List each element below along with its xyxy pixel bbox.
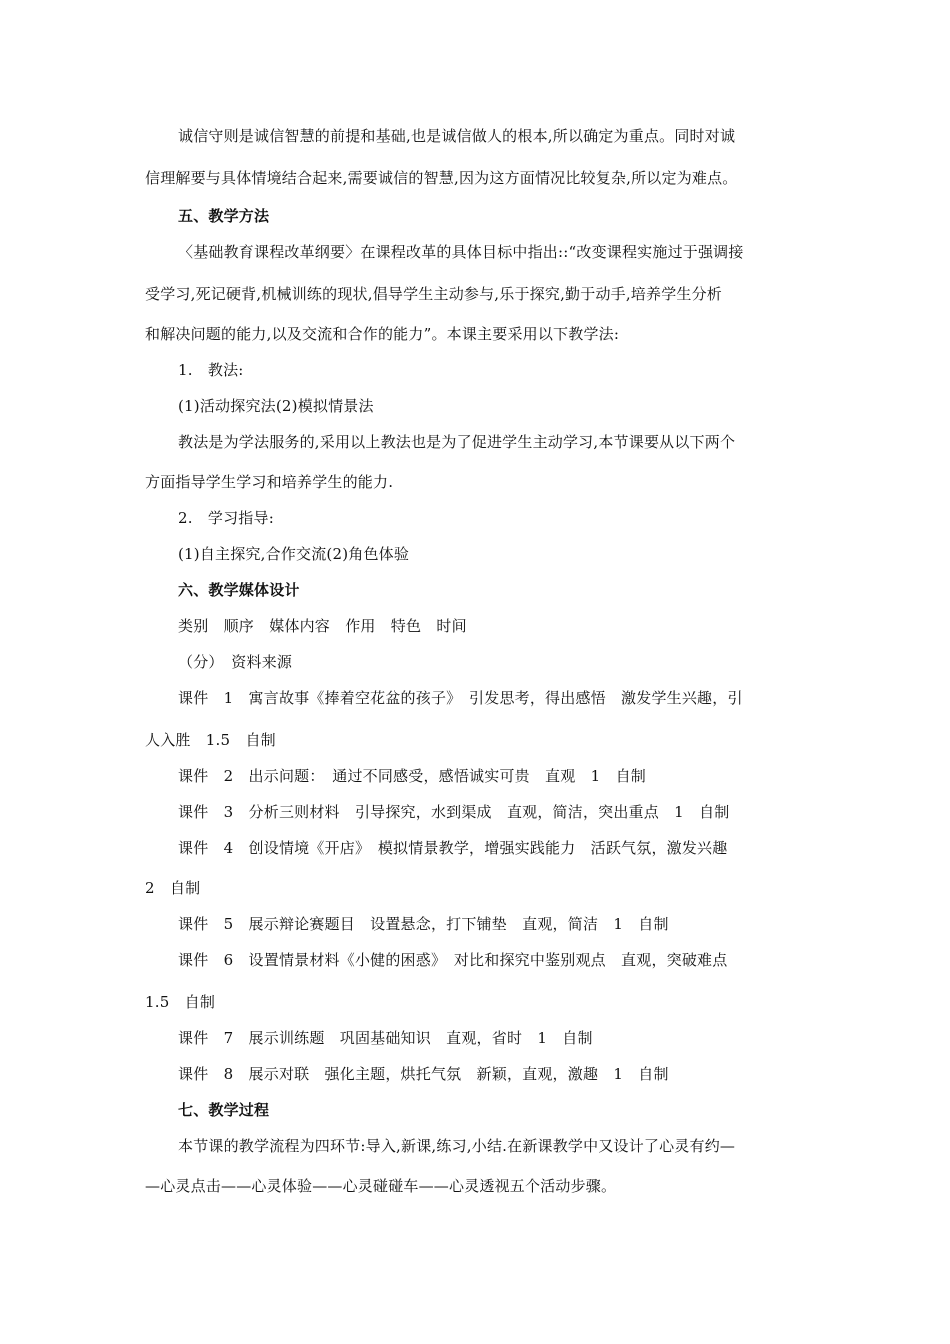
section-heading-media: 六、教学媒体设计	[178, 581, 300, 599]
paragraph-line: 本节课的教学流程为四环节:导入,新课,练习,小结.在新课教学中又设计了心灵有约—	[178, 1137, 736, 1155]
media-table-row: 1.5 自制	[145, 993, 216, 1011]
list-subitem: (1)自主探究,合作交流(2)角色体验	[178, 545, 410, 563]
media-table-row: 课件 7 展示训练题 巩固基础知识 直观，省时 1 自制	[178, 1029, 593, 1047]
media-table-row: 课件 4 创设情境《开店》 模拟情景教学，增强实践能力 活跃气氛，激发兴趣	[178, 839, 728, 857]
media-table-row: 人入胜 1.5 自制	[145, 731, 276, 749]
list-subitem: (1)活动探究法(2)模拟情景法	[178, 397, 374, 415]
paragraph-line: —心灵点击——心灵体验——心灵碰碰车——心灵透视五个活动步骤。	[145, 1177, 617, 1195]
media-table-header: 类别 顺序 媒体内容 作用 特色 时间	[178, 617, 467, 635]
list-item-learning-guide: 2. 学习指导:	[178, 509, 274, 527]
paragraph-line: 〈基础教育课程改革纲要〉在课程改革的具体目标中指出::“改变课程实施过于强调接	[178, 243, 744, 261]
media-table-row: 课件 3 分析三则材料 引导探究，水到渠成 直观，简洁，突出重点 1 自制	[178, 803, 730, 821]
media-table-row: 2 自制	[145, 879, 201, 897]
paragraph-line: 方面指导学生学习和培养学生的能力.	[145, 473, 394, 491]
section-heading-process: 七、教学过程	[178, 1101, 270, 1119]
paragraph-line: 信理解要与具体情境结合起来,需要诚信的智慧,因为这方面情况比较复杂,所以定为难点。	[145, 169, 738, 187]
media-table-row: 课件 6 设置情景材料《小健的困惑》 对比和探究中鉴别观点 直观，突破难点	[178, 951, 728, 969]
paragraph-line: 受学习,死记硬背,机械训练的现状,倡导学生主动参与,乐于探究,勤于动手,培养学生分析	[145, 285, 723, 303]
paragraph-line: 诚信守则是诚信智慧的前提和基础,也是诚信做人的根本,所以确定为重点。同时对诚	[178, 127, 736, 145]
media-table-row: 课件 2 出示问题： 通过不同感受，感悟诚实可贵 直观 1 自制	[178, 767, 646, 785]
paragraph-line: 教法是为学法服务的,采用以上教法也是为了促进学生主动学习,本节课要从以下两个	[178, 433, 736, 451]
paragraph-line: 和解决问题的能力,以及交流和合作的能力”。本课主要采用以下教学法:	[145, 325, 620, 343]
media-table-row: 课件 8 展示对联 强化主题，烘托气氛 新颖，直观，激趣 1 自制	[178, 1065, 669, 1083]
list-item-teaching-method: 1. 教法:	[178, 361, 244, 379]
media-table-row: 课件 5 展示辩论赛题目 设置悬念，打下铺垫 直观，简洁 1 自制	[178, 915, 669, 933]
media-table-header: （分） 资料来源	[178, 653, 293, 671]
media-table-row: 课件 1 寓言故事《捧着空花盆的孩子》 引发思考，得出感悟 激发学生兴趣，引	[178, 689, 743, 707]
section-heading-methods: 五、教学方法	[178, 207, 270, 225]
